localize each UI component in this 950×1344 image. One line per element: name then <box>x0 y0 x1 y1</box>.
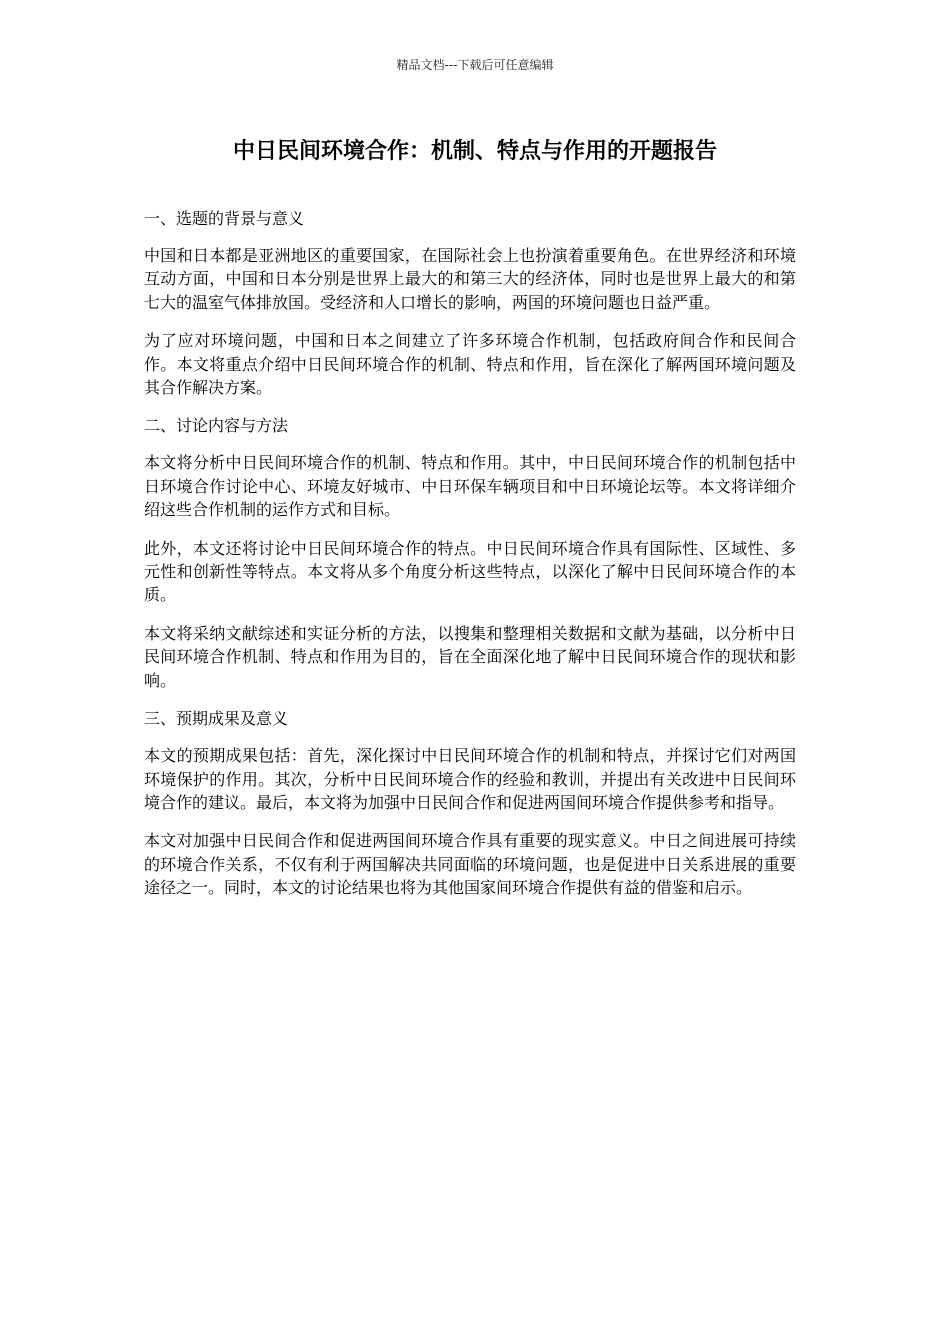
section-content-method <box>144 414 796 692</box>
section-heading: 一、选题的背景与意义 <box>144 209 305 228</box>
section-expected-results <box>144 707 796 899</box>
paragraph: 此外，本文还将讨论中日民间环境合作的特点。中日民间环境合作具有国际性、区域性、多元性和创新性等特点。本文将从多个角度分析这些特点，以深化了解中日民间环境合作的本质。 <box>144 538 796 605</box>
paragraph: 中国和日本都是亚洲地区的重要国家，在国际社会上也扮演着重要角色。在世界经济和环境互动方面，中国和日本分别是世界上最大的和第三大的经济体，同时也是世界上最大的和第七大的温室气体排放国。受经济和人口增长的影响，两国的环境问题也日益严重。 <box>144 246 796 312</box>
document-title: 中日民间环境合作：机制、特点与作用的开题报告 <box>232 139 717 164</box>
paragraph: 为了应对环境问题，中国和日本之间建立了许多环境合作机制，包括政府间合作和民间合作。本文将重点介绍中日民间环境合作的机制、特点和作用，旨在深化了解两国环境问题及其合作解决方案。 <box>144 331 796 398</box>
header-note: 精品文档---下载后可任意编辑 <box>396 58 554 72</box>
paragraph: 本文将分析中日民间环境合作的机制、特点和作用。其中，中日民间环境合作的机制包括中日环境合作讨论中心、环境友好城市、中日环保车辆项目和中日环境论坛等。本文将详细介绍这些合作机制的运作方式和目标。 <box>144 453 796 520</box>
section-heading: 三、预期成果及意义 <box>144 709 289 729</box>
paragraph: 本文的预期成果包括：首先，深化探讨中日民间环境合作的机制和特点，并探讨它们对两国环境保护的作用。其次，分析中日民间环境合作的经验和教训，并提出有关改进中日民间环境合作的建议。最后，本文将为加强中日民间合作和促进两国间环境合作提供参考和指导。 <box>144 746 796 812</box>
paragraph: 本文将采纳文献综述和实证分析的方法，以搜集和整理相关数据和文献为基础，以分析中日民间环境合作机制、特点和作用为目的，旨在全面深化地了解中日民间环境合作的现状和影响。 <box>144 623 796 690</box>
document-body <box>144 207 796 915</box>
paragraph: 本文对加强中日民间合作和促进两国间环境合作具有重要的现实意义。中日之间进展可持续的环境合作关系，不仅有利于两国解决共同面临的环境问题，也是促进中日关系进展的重要途径之一。同时，本文的讨论结果也将为其他国家间环境合作提供有益的借鉴和启示。 <box>144 831 796 898</box>
section-heading: 二、讨论内容与方法 <box>144 416 289 436</box>
section-background <box>144 207 796 399</box>
